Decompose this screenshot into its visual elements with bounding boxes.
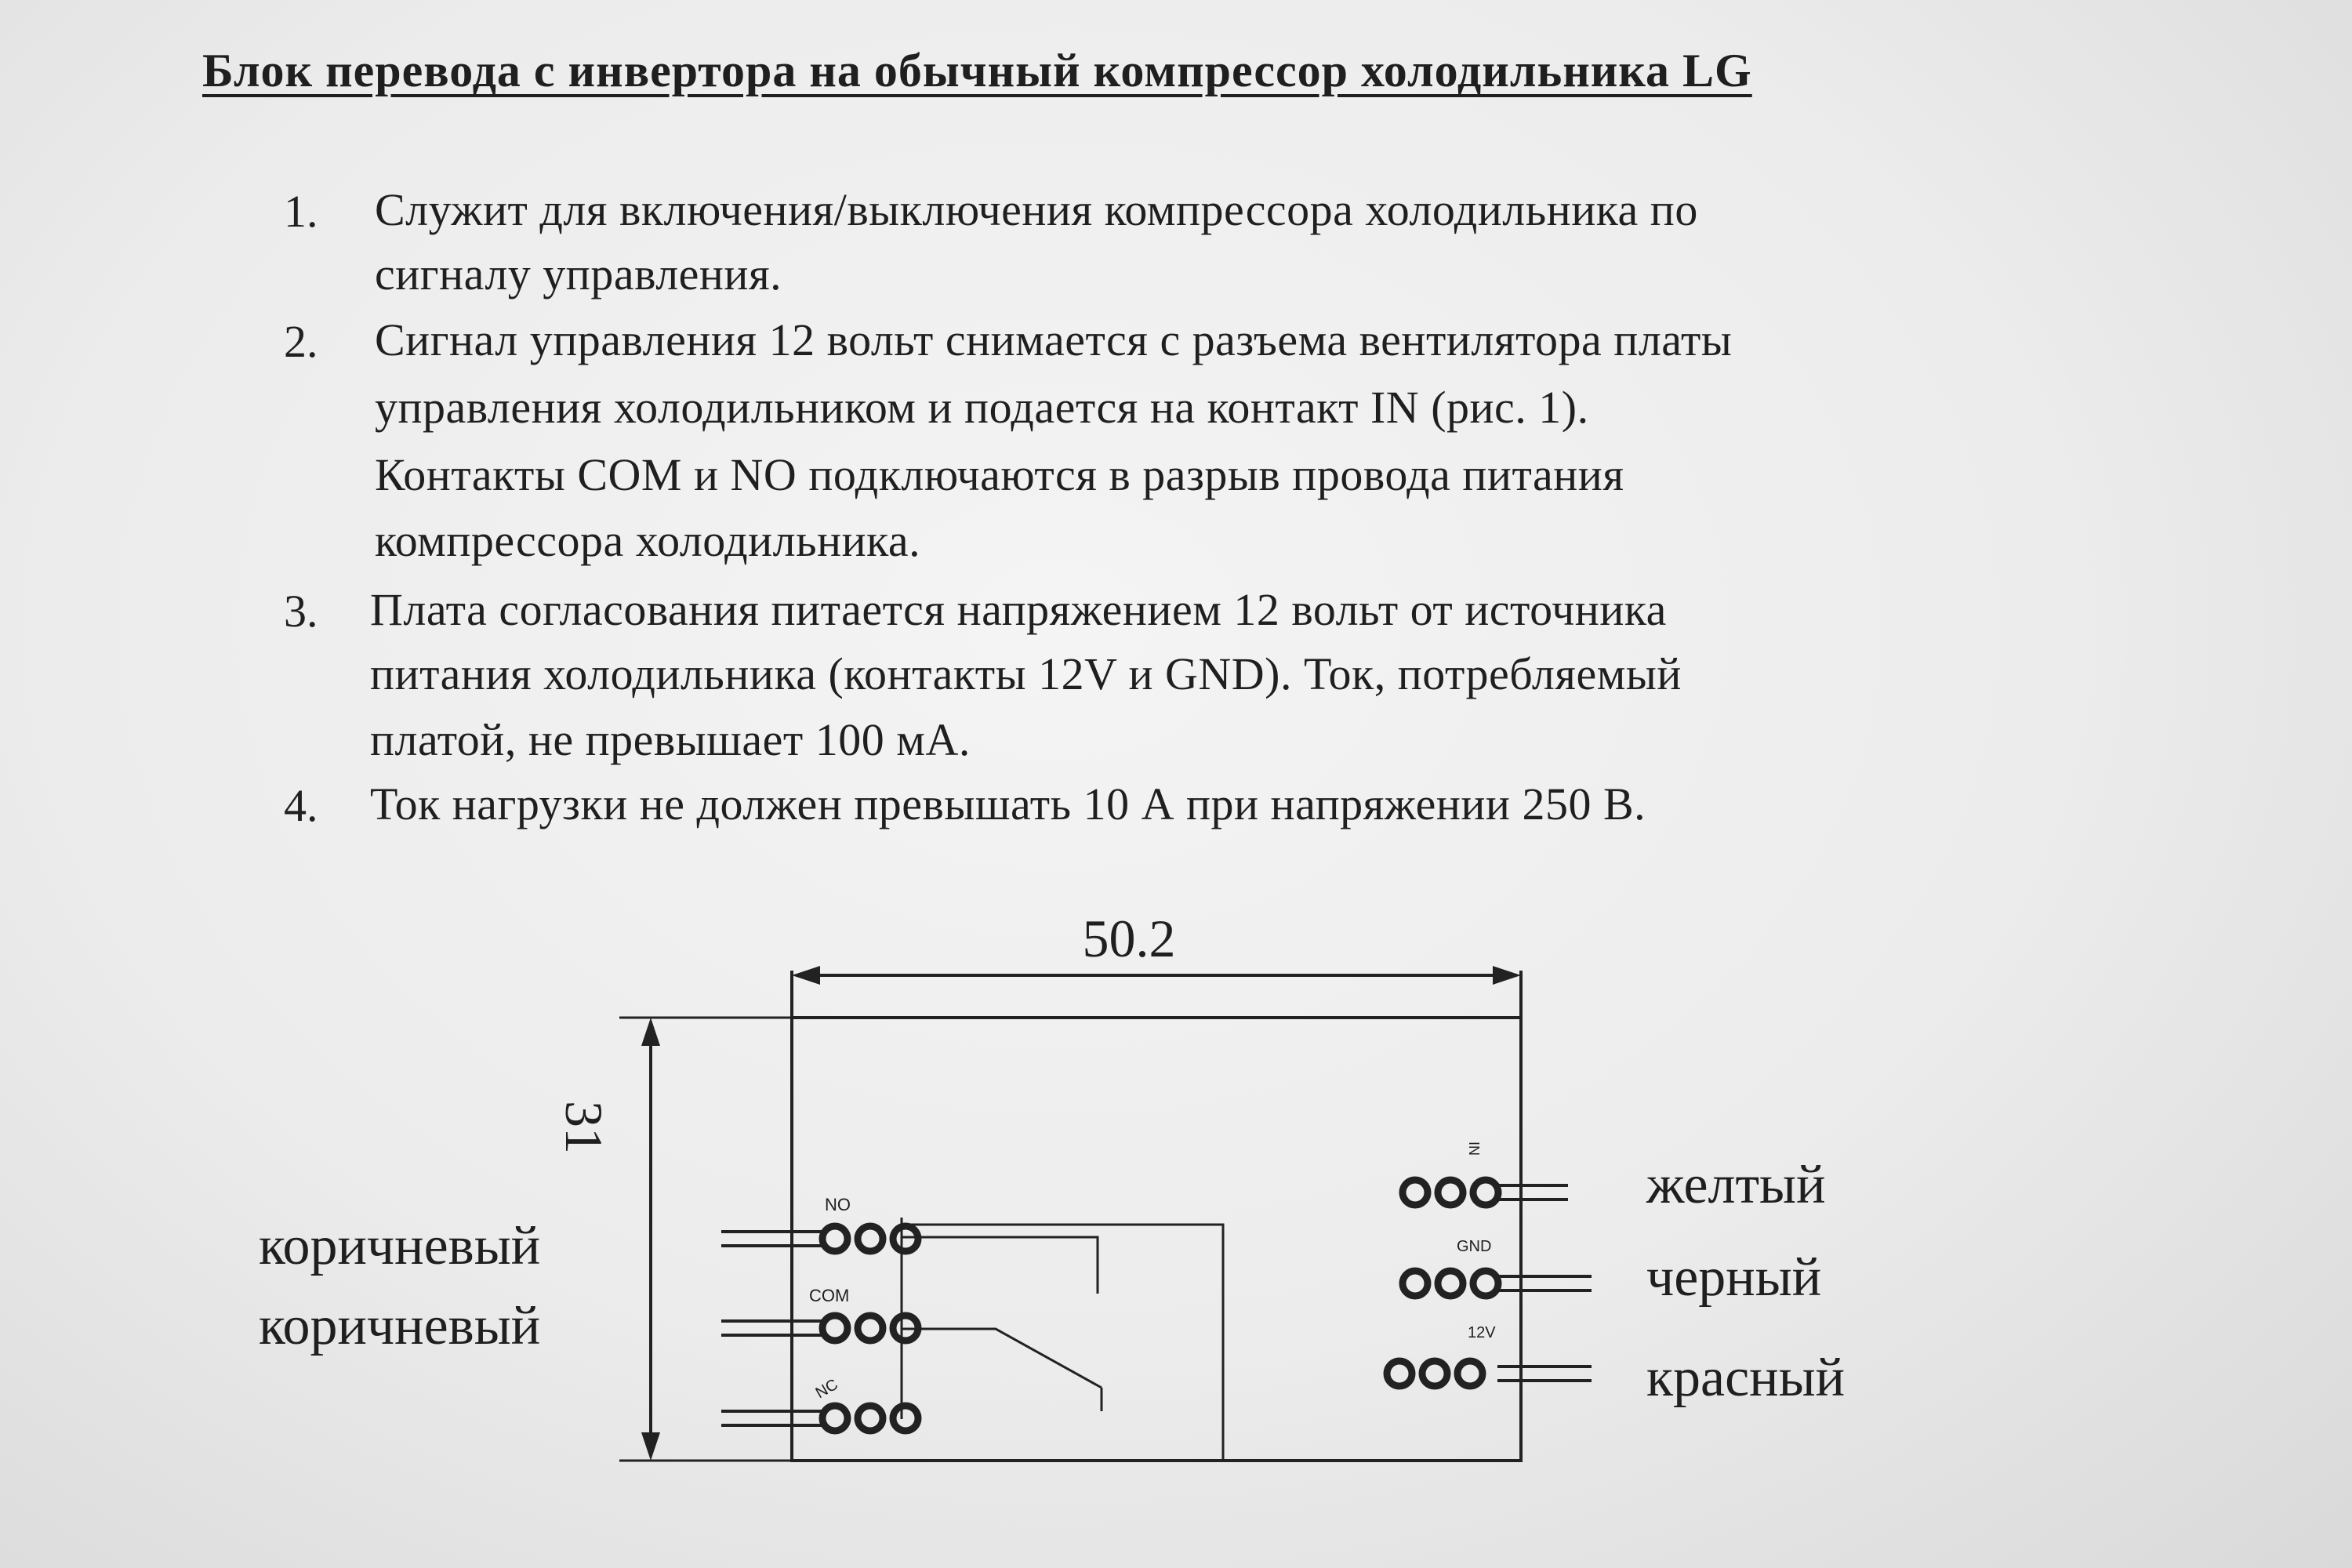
width-dimension-label: 50.2 (1082, 909, 1176, 968)
item-1-line-2: сигналу управления. (375, 249, 782, 299)
document-title: Блок перевода с инвертора на обычный компрессор холодильника LG (202, 45, 1752, 96)
pin-label-gnd: GND (1457, 1238, 1492, 1255)
wire-label-brown-1: коричневый (259, 1216, 541, 1276)
item-2-number: 2. (284, 316, 318, 367)
pin-label-nc: NC (812, 1375, 841, 1403)
relay-body-outline (902, 1218, 1223, 1461)
item-3-line-2: питания холодильника (контакты 12V и GND). Ток, потребляемый (370, 648, 1682, 699)
wire-label-brown-2: коричневый (259, 1296, 541, 1356)
height-arrow-top (641, 1018, 660, 1046)
item-1-number: 1. (284, 186, 318, 237)
item-4-number: 4. (284, 780, 318, 831)
item-2-line-2: управления холодильником и подается на контакт IN (рис. 1). (375, 382, 1589, 433)
height-dimension-label: 31 (554, 1101, 614, 1154)
wire-label-black: черный (1646, 1247, 1822, 1308)
pin-label-in: IN (1466, 1142, 1482, 1156)
width-arrow-right (1493, 966, 1521, 985)
height-arrow-bottom (641, 1432, 660, 1461)
pin-label-12v: 12V (1468, 1324, 1496, 1341)
connector-12v (1387, 1361, 1483, 1386)
wire-label-yellow: желтый (1646, 1155, 1826, 1215)
connector-no (822, 1226, 918, 1251)
relay-no-contact (902, 1237, 1098, 1294)
connector-in (1403, 1180, 1498, 1205)
width-arrow-left (792, 966, 820, 985)
pin-label-com: COM (809, 1286, 850, 1305)
item-4-line-1: Ток нагрузки не должен превышать 10 А при напряжении 250 В. (370, 779, 1646, 829)
item-3-number: 3. (284, 586, 318, 637)
item-2-line-4: компрессора холодильника. (375, 515, 921, 566)
relay-switch-arm (902, 1329, 1102, 1388)
pin-label-no: NO (825, 1195, 851, 1214)
wire-label-red: красный (1646, 1348, 1846, 1408)
connector-gnd (1403, 1271, 1498, 1296)
item-3-line-3: платой, не превышает 100 мА. (370, 714, 971, 765)
item-2-line-1: Сигнал управления 12 вольт снимается с разъема вентилятора платы (375, 314, 1733, 365)
item-3-line-1: Плата согласования питается напряжением 12 вольт от источника (370, 584, 1667, 635)
connector-nc (822, 1406, 918, 1431)
item-2-line-3: Контакты COM и NO подключаются в разрыв провода питания (375, 449, 1624, 500)
item-1-line-1: Служит для включения/выключения компрессора холодильника по (375, 184, 1698, 235)
